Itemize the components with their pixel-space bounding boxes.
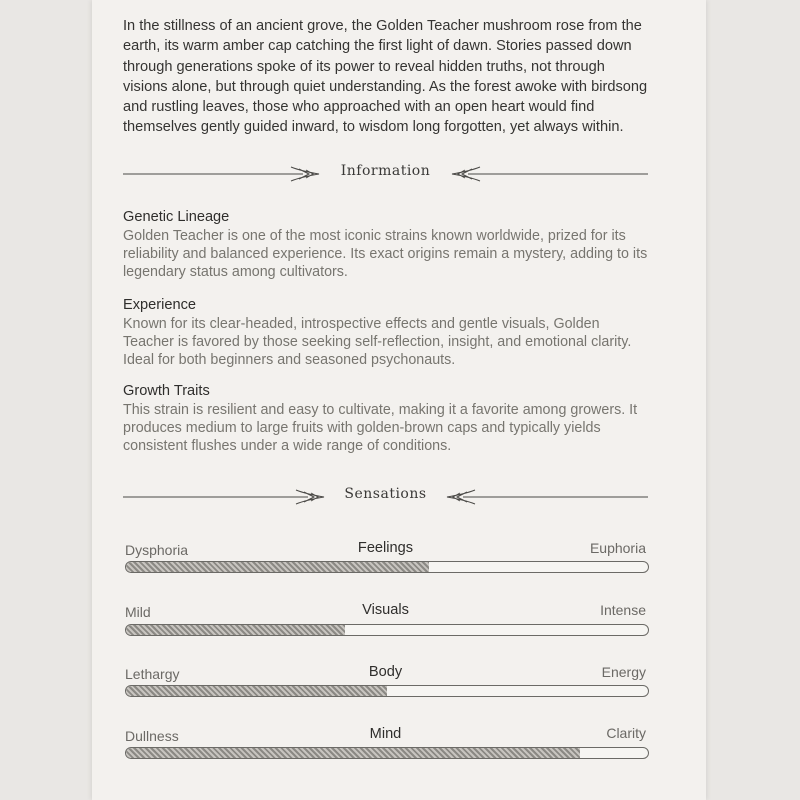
sensation-meter [125, 747, 649, 759]
section-body: Golden Teacher is one of the most iconic strains known worldwide, prized for its reliability and balanced experience. Its exact origins remain a mystery, adding to its legendary status among cultivators. [123, 228, 648, 280]
sensation-meter [125, 624, 649, 636]
sensation-high-label: Intense [600, 602, 646, 618]
sensation-meter-fill [126, 686, 387, 696]
section-experience [123, 296, 648, 369]
section-title: Growth Traits [123, 383, 210, 399]
divider-information [123, 161, 648, 185]
sensation-mind [123, 725, 648, 765]
section-growth-traits [123, 382, 648, 455]
section-body: This strain is resilient and easy to cultivate, making it a favorite among growers. It produces medium to large fruits with golden-brown caps and typically yields consistent flushes under a wide range of conditions. [123, 402, 638, 454]
section-body: Known for its clear-headed, introspective effects and gentle visuals, Golden Teacher is favored by those seeking self-reflection, insight, and emotional clarity. Ideal for both beginners and seasoned psychonauts. [123, 316, 632, 368]
section-title: Experience [123, 297, 197, 313]
sensation-visuals [123, 602, 648, 642]
sensation-body [123, 664, 648, 704]
sensation-title: Feelings [357, 540, 414, 556]
divider-sensations-label: Sensations [344, 486, 427, 502]
divider-information-label: Information [340, 163, 431, 179]
sensation-high-label: Clarity [606, 725, 646, 741]
sensation-high-label: Energy [601, 664, 646, 680]
sensation-meter-fill [126, 748, 580, 758]
sensation-low-label: Lethargy [125, 666, 180, 682]
sensation-meter-fill [126, 625, 345, 635]
sensation-title: Visuals [362, 602, 409, 618]
sensation-low-label: Dullness [125, 728, 179, 744]
sensation-feelings [123, 540, 648, 580]
sensation-meter [125, 685, 649, 697]
divider-sensations [123, 484, 648, 508]
sensation-meter-fill [126, 562, 429, 572]
sensation-low-label: Mild [125, 604, 151, 620]
sensation-low-label: Dysphoria [125, 542, 189, 558]
section-genetic-lineage [123, 208, 648, 281]
sensation-meter [125, 561, 649, 573]
section-title: Genetic Lineage [123, 209, 230, 225]
sensation-title: Body [368, 664, 403, 680]
story-paragraph: In the stillness of an ancient grove, the Golden Teacher mushroom rose from the earth, its warm amber cap catching the first light of dawn. Stories passed down through generations spoke of its power to reveal hidden truths, not through visions alone, but through quiet understanding. As the forest awoke with birdsong and rustling leaves, those who approached with an open heart would find themselves gently guided inward, to wisdom long forgotten, yet always within. [123, 18, 648, 136]
sensation-high-label: Euphoria [589, 540, 646, 556]
sensation-title: Mind [369, 726, 402, 742]
